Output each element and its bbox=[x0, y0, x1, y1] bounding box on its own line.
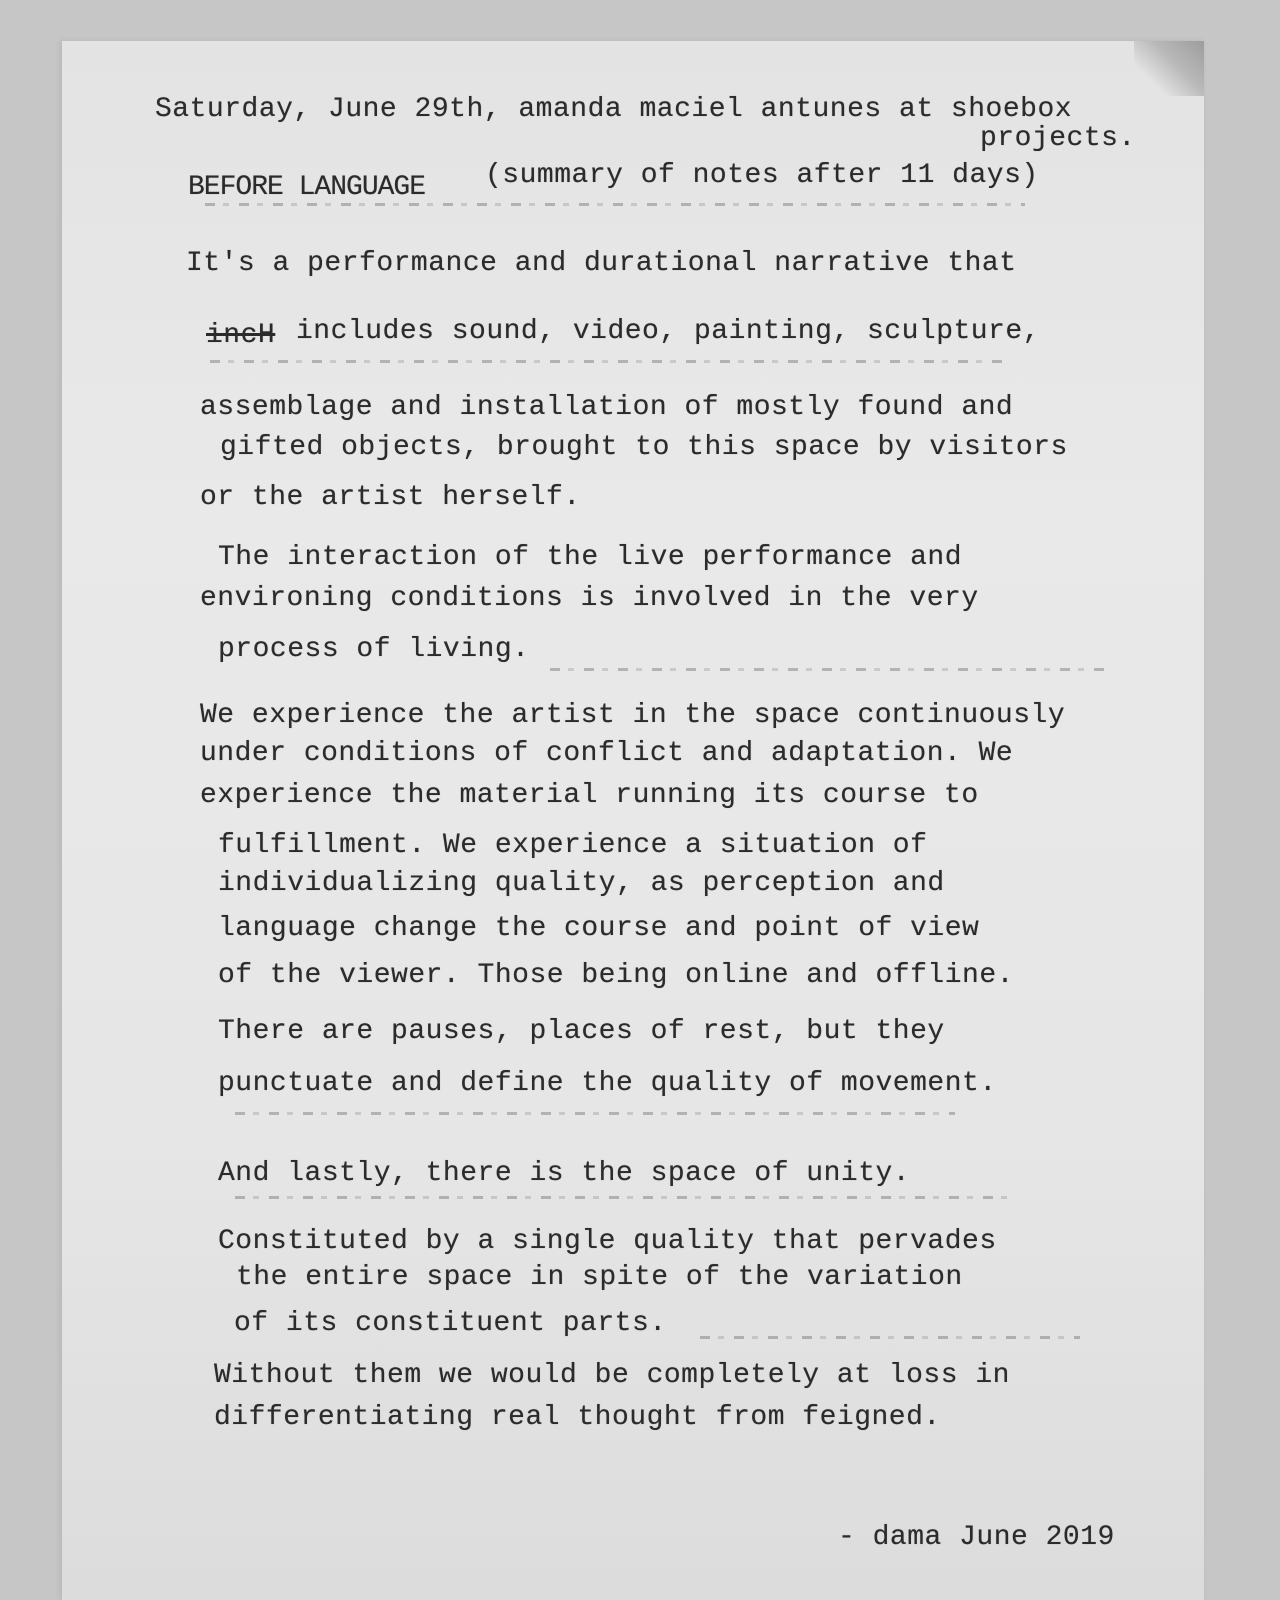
p2-line-3: process of living. bbox=[218, 634, 530, 665]
header-line-2: projects. bbox=[980, 123, 1136, 154]
ink-smudge bbox=[550, 668, 1110, 671]
p3-line-3: experience the material running its course to bbox=[200, 780, 979, 811]
document-title: BEFORE LANGUAGE bbox=[188, 172, 426, 203]
p7-line-1: Without them we would be completely at loss in bbox=[214, 1360, 1010, 1391]
p7-line-2: differentiating real thought from feigned. bbox=[214, 1402, 941, 1433]
p1-line-4: gifted objects, brought to this space by visitors bbox=[220, 432, 1068, 463]
p6-line-2: the entire space in spite of the variation bbox=[236, 1262, 963, 1293]
signature: - dama June 2019 bbox=[838, 1522, 1115, 1553]
p6-line-3: of its constituent parts. bbox=[234, 1308, 667, 1339]
ink-smudge bbox=[700, 1336, 1080, 1339]
p3-line-6: language change the course and point of view bbox=[218, 913, 980, 944]
p3-line-1: We experience the artist in the space continuously bbox=[200, 700, 1066, 731]
p3-line-7: of the viewer. Those being online and offline. bbox=[218, 960, 1014, 991]
p2-line-1: The interaction of the live performance and bbox=[218, 542, 963, 573]
p5-line-1: And lastly, there is the space of unity. bbox=[218, 1158, 911, 1189]
document-subtitle: (summary of notes after 11 days) bbox=[485, 160, 1039, 191]
p3-line-4: fulfillment. We experience a situation of bbox=[218, 830, 928, 861]
p1-line-3: assemblage and installation of mostly found and bbox=[200, 392, 1014, 423]
p1-line-1: It's a performance and durational narrative that bbox=[186, 248, 1017, 279]
p4-line-2: punctuate and define the quality of movement. bbox=[218, 1068, 997, 1099]
ink-smudge bbox=[210, 360, 1010, 363]
p2-line-2: environing conditions is involved in the very bbox=[200, 583, 979, 614]
ink-smudge bbox=[205, 203, 1025, 206]
header-line-1: Saturday, June 29th, amanda maciel antunes at shoebox bbox=[155, 94, 1073, 125]
p6-line-1: Constituted by a single quality that pervades bbox=[218, 1226, 997, 1257]
p1-struck-word: incH bbox=[206, 320, 276, 351]
p4-line-1: There are pauses, places of rest, but they bbox=[218, 1016, 945, 1047]
p3-line-2: under conditions of conflict and adaptation. We bbox=[200, 738, 1014, 769]
ink-smudge bbox=[235, 1196, 1015, 1199]
p1-line-5: or the artist herself. bbox=[200, 482, 581, 513]
ink-smudge bbox=[235, 1112, 955, 1115]
page-curl-shadow bbox=[1134, 41, 1204, 96]
p1-line-2: includes sound, video, painting, sculpture, bbox=[296, 316, 1041, 347]
p3-line-5: individualizing quality, as perception and bbox=[218, 868, 945, 899]
